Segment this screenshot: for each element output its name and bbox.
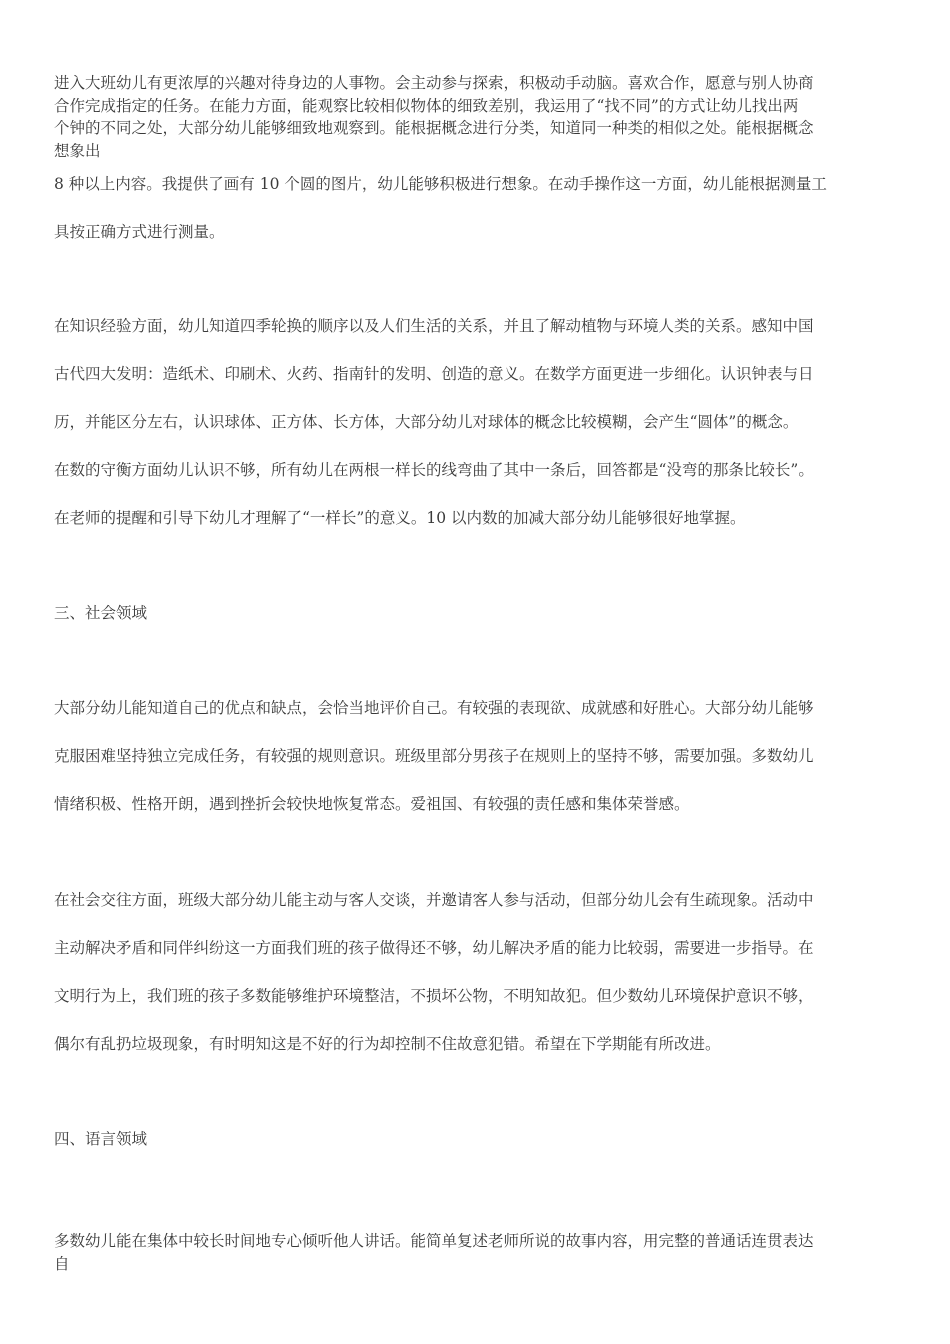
text-line: 想象出 (54, 141, 101, 160)
text-line: 大部分幼儿能知道自己的优点和缺点，会恰当地评价自己。有较强的表现欲、成就感和好胜心。大部分幼儿能够 (54, 699, 814, 717)
section-heading-language: 四、语言领域 (54, 1130, 148, 1148)
text-line: 历，并能区分左右，认识球体、正方体、长方体，大部分幼儿对球体的概念比较模糊，会产生“圆体”的概念。 (54, 413, 799, 431)
text-line: 克服困难坚持独立完成任务，有较强的规则意识。班级里部分男孩子在规则上的坚持不够，需要加强。多数幼儿 (54, 747, 814, 765)
text-line: 自 (54, 1254, 70, 1273)
intro-continued-paragraph (54, 160, 914, 256)
text-line: 在数的守衡方面幼儿认识不够，所有幼儿在两根一样长的线弯曲了其中一条后，回答都是“没弯的那条比较长”。 (54, 461, 814, 479)
text-line: 古代四大发明：造纸术、印刷术、火药、指南针的发明、创造的意义。在数学方面更进一步细化。认识钟表与日 (54, 365, 814, 383)
knowledge-paragraph (54, 302, 914, 542)
text-line: 主动解决矛盾和同伴纠纷这一方面我们班的孩子做得还不够，幼儿解决矛盾的能力比较弱，需要进一步指导。在 (54, 939, 814, 957)
text-line: 多数幼儿能在集体中较长时间地专心倾听他人讲话。能简单复述老师所说的故事内容，用完整的普通话连贯表达 (54, 1232, 814, 1250)
intro-paragraph (54, 72, 914, 162)
text-line: 8 种以上内容。我提供了画有 10 个圆的图片，幼儿能够积极进行想象。在动手操作这一方面，幼儿能根据测量工 (54, 175, 827, 193)
text-line: 文明行为上，我们班的孩子多数能够维护环境整洁，不损坏公物，不明知故犯。但少数幼儿环境保护意识不够， (54, 987, 814, 1005)
text-line: 在老师的提醒和引导下幼儿才理解了“一样长”的意义。10 以内数的加减大部分幼儿能够很好地掌握。 (54, 509, 746, 527)
communication-paragraph (54, 876, 914, 1068)
text-line: 在社会交往方面，班级大部分幼儿能主动与客人交谈，并邀请客人参与活动，但部分幼儿会有生疏现象。活动中 (54, 891, 814, 909)
text-line: 偶尔有乱扔垃圾现象，有时明知这是不好的行为却控制不住故意犯错。希望在下学期能有所改进。 (54, 1035, 721, 1053)
text-line: 具按正确方式进行测量。 (54, 223, 225, 241)
social-paragraph (54, 684, 914, 828)
text-line: 个钟的不同之处，大部分幼儿能够细致地观察到。能根据概念进行分类，知道同一种类的相似之处。能根据概念 (54, 119, 814, 137)
text-line: 在知识经验方面，幼儿知道四季轮换的顺序以及人们生活的关系，并且了解动植物与环境人类的关系。感知中国 (54, 317, 814, 335)
text-line: 情绪积极、性格开朗，遇到挫折会较快地恢复常态。爱祖国、有较强的责任感和集体荣誉感。 (54, 795, 690, 813)
text-line: 进入大班幼儿有更浓厚的兴趣对待身边的人事物。会主动参与探索，积极动手动脑。喜欢合作，愿意与别人协商 (54, 74, 814, 92)
text-line: 合作完成指定的任务。在能力方面，能观察比较相似物体的细致差别，我运用了“找不同”的方式让幼儿找出两 (54, 96, 799, 115)
section-heading-social: 三、社会领域 (54, 604, 148, 622)
language-paragraph (54, 1230, 914, 1275)
